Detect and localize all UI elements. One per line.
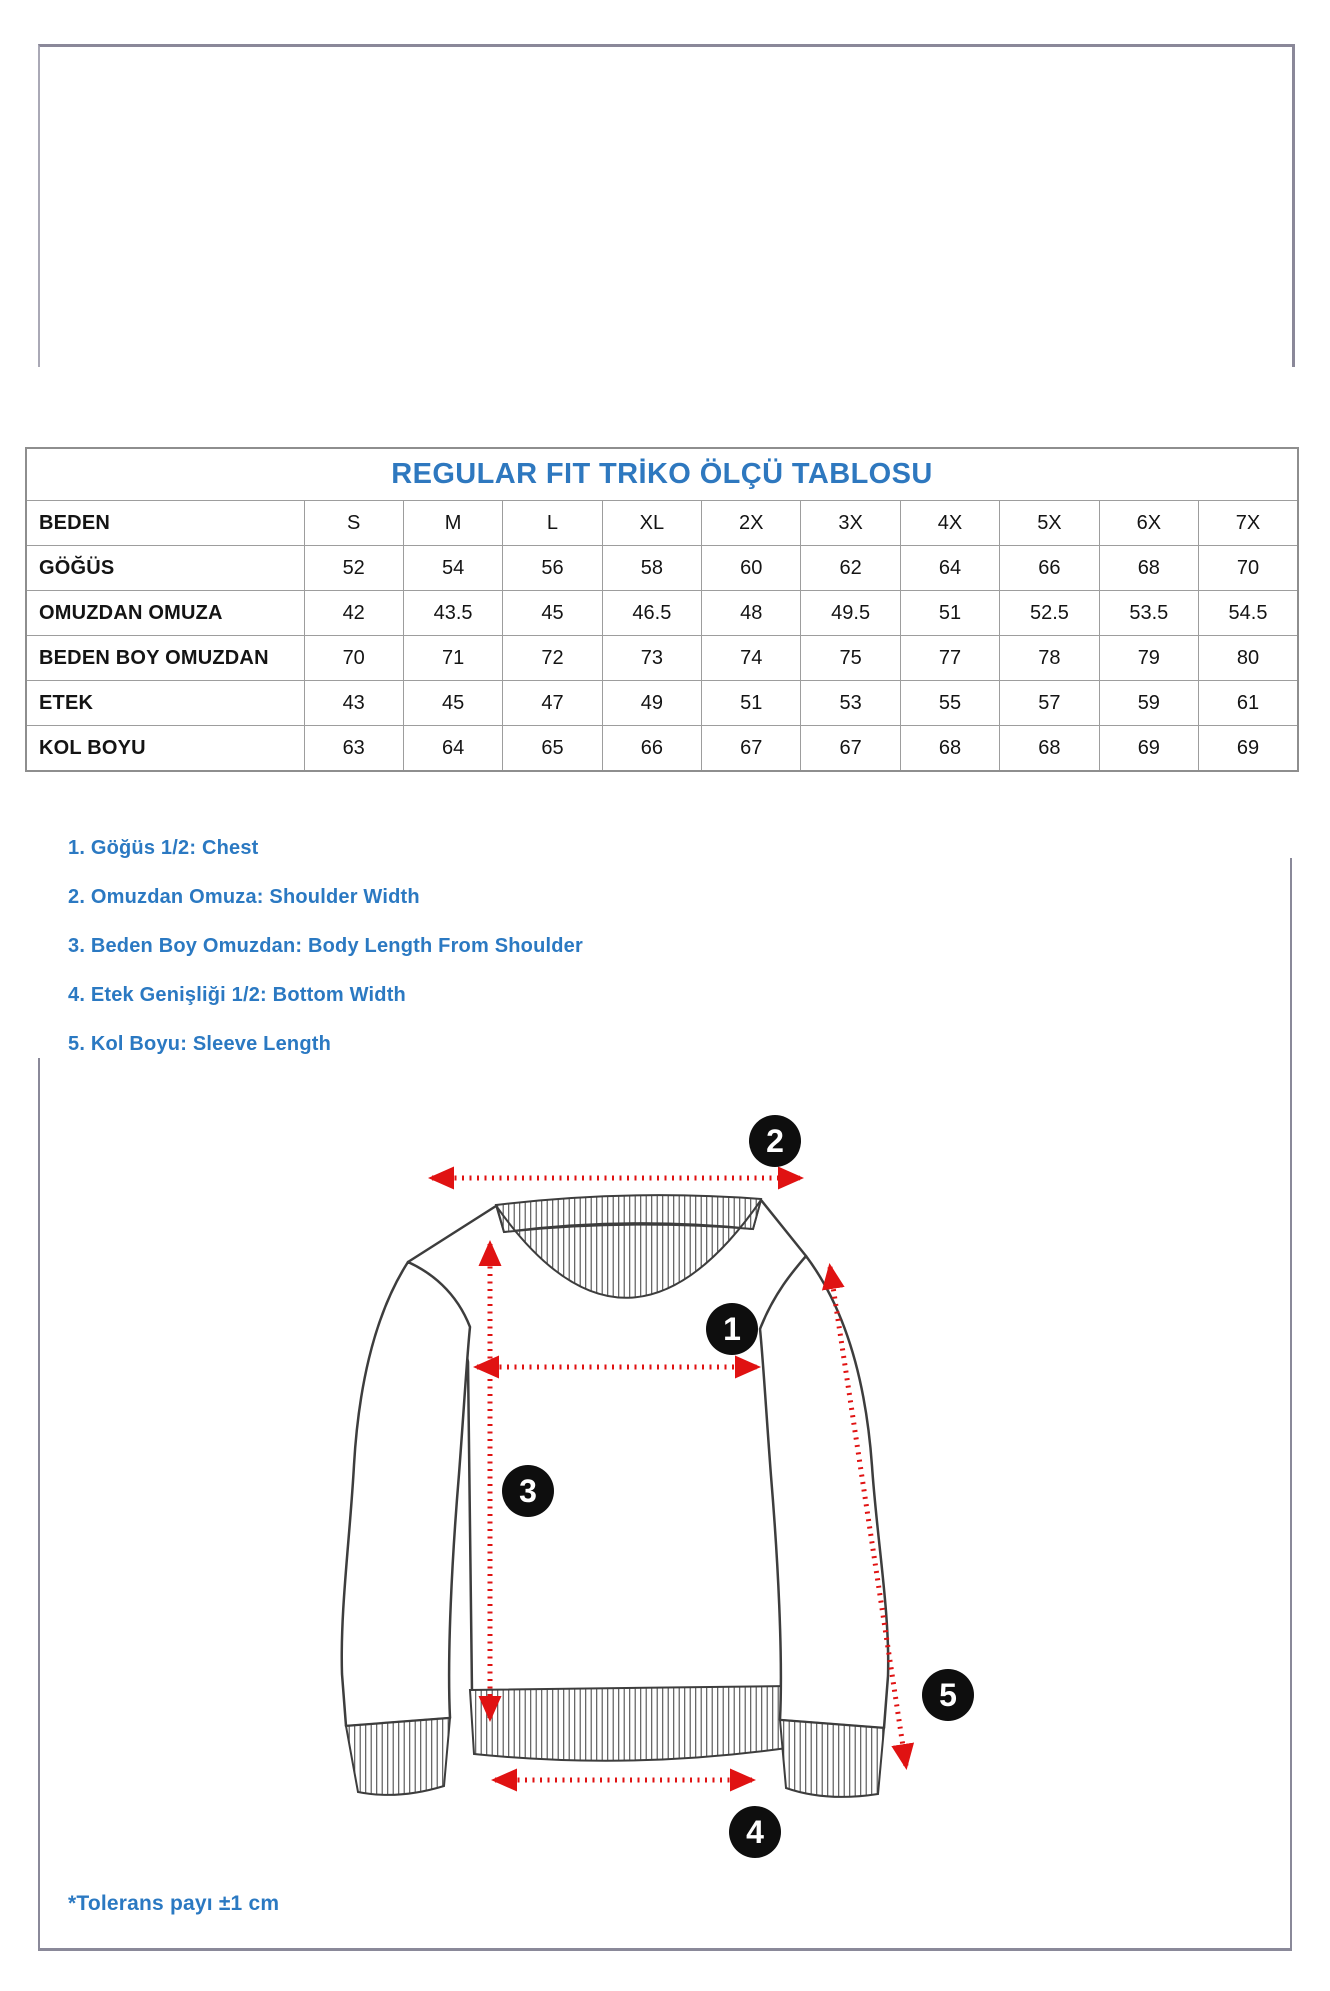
sweater-cuff-right <box>780 1720 884 1797</box>
size-value-cell: 67 <box>702 726 801 772</box>
legend-item-sleeve: 5. Kol Boyu: Sleeve Length <box>68 1033 332 1055</box>
size-value-cell: 59 <box>1099 681 1198 726</box>
marker-3-label: 3 <box>519 1473 537 1509</box>
size-value-cell: 43 <box>304 681 403 726</box>
marker-5-label: 5 <box>939 1677 957 1713</box>
size-value-cell: 66 <box>1000 546 1099 591</box>
measurement-row-label: ETEK <box>26 681 304 726</box>
size-value-cell: 80 <box>1199 636 1298 681</box>
size-value-cell: 57 <box>1000 681 1099 726</box>
size-column-header: 5X <box>1000 501 1099 546</box>
size-value-cell: 61 <box>1199 681 1298 726</box>
size-value-cell: 53 <box>801 681 900 726</box>
measurement-row-label: GÖĞÜS <box>26 546 304 591</box>
size-column-header: 3X <box>801 501 900 546</box>
marker-1 <box>706 1303 758 1355</box>
size-column-header: 4X <box>900 501 999 546</box>
size-value-cell: 48 <box>702 591 801 636</box>
size-table-title: REGULAR FIT TRİKO ÖLÇÜ TABLOSU <box>26 448 1298 501</box>
size-value-cell: 63 <box>304 726 403 772</box>
size-column-header: 6X <box>1099 501 1198 546</box>
size-value-cell: 79 <box>1099 636 1198 681</box>
size-value-cell: 70 <box>1199 546 1298 591</box>
size-value-cell: 64 <box>403 726 502 772</box>
size-value-cell: 54 <box>403 546 502 591</box>
measurement-row-label: OMUZDAN OMUZA <box>26 591 304 636</box>
size-value-cell: 67 <box>801 726 900 772</box>
legend-item-shoulder: 2. Omuzdan Omuza: Shoulder Width <box>68 886 420 908</box>
size-value-cell: 62 <box>801 546 900 591</box>
size-column-header: L <box>503 501 602 546</box>
measurement-row-label: KOL BOYU <box>26 726 304 772</box>
marker-1-label: 1 <box>723 1311 741 1347</box>
size-value-cell: 53.5 <box>1099 591 1198 636</box>
size-value-cell: 75 <box>801 636 900 681</box>
size-value-cell: 68 <box>900 726 999 772</box>
marker-2 <box>749 1115 801 1167</box>
measurement-row-label: BEDEN BOY OMUZDAN <box>26 636 304 681</box>
size-value-cell: 77 <box>900 636 999 681</box>
size-value-cell: 73 <box>602 636 701 681</box>
size-column-header: XL <box>602 501 701 546</box>
size-value-cell: 69 <box>1199 726 1298 772</box>
size-value-cell: 58 <box>602 546 701 591</box>
size-value-cell: 56 <box>503 546 602 591</box>
marker-2-label: 2 <box>766 1123 784 1159</box>
marker-4 <box>729 1806 781 1858</box>
legend-item-chest: 1. Göğüs 1/2: Chest <box>68 837 259 859</box>
marker-5 <box>922 1669 974 1721</box>
size-value-cell: 55 <box>900 681 999 726</box>
size-value-cell: 78 <box>1000 636 1099 681</box>
sweater-cuff-left <box>346 1718 450 1795</box>
sweater-sleeve-left <box>342 1262 470 1726</box>
measurement-row-label: BEDEN <box>26 501 304 546</box>
size-value-cell: 43.5 <box>403 591 502 636</box>
size-value-cell: 51 <box>702 681 801 726</box>
legend-item-hem: 4. Etek Genişliği 1/2: Bottom Width <box>68 984 406 1006</box>
size-value-cell: 68 <box>1000 726 1099 772</box>
size-value-cell: 66 <box>602 726 701 772</box>
size-column-header: 2X <box>702 501 801 546</box>
size-column-header: 7X <box>1199 501 1298 546</box>
size-value-cell: 42 <box>304 591 403 636</box>
size-value-cell: 54.5 <box>1199 591 1298 636</box>
size-value-cell: 49.5 <box>801 591 900 636</box>
size-value-cell: 70 <box>304 636 403 681</box>
size-value-cell: 52.5 <box>1000 591 1099 636</box>
legend-item-body-length: 3. Beden Boy Omuzdan: Body Length From Shoulder <box>68 935 583 957</box>
tolerance-note: *Tolerans payı ±1 cm <box>68 1892 280 1915</box>
size-value-cell: 69 <box>1099 726 1198 772</box>
size-value-cell: 74 <box>702 636 801 681</box>
size-value-cell: 65 <box>503 726 602 772</box>
size-value-cell: 68 <box>1099 546 1198 591</box>
marker-4-label: 4 <box>746 1814 764 1850</box>
size-value-cell: 52 <box>304 546 403 591</box>
size-value-cell: 64 <box>900 546 999 591</box>
size-value-cell: 45 <box>503 591 602 636</box>
size-column-header: S <box>304 501 403 546</box>
size-value-cell: 45 <box>403 681 502 726</box>
size-value-cell: 46.5 <box>602 591 701 636</box>
size-value-cell: 72 <box>503 636 602 681</box>
marker-3 <box>502 1465 554 1517</box>
sweater-hem-rib <box>470 1686 789 1761</box>
size-value-cell: 60 <box>702 546 801 591</box>
size-value-cell: 51 <box>900 591 999 636</box>
size-value-cell: 49 <box>602 681 701 726</box>
size-value-cell: 71 <box>403 636 502 681</box>
size-value-cell: 47 <box>503 681 602 726</box>
size-column-header: M <box>403 501 502 546</box>
